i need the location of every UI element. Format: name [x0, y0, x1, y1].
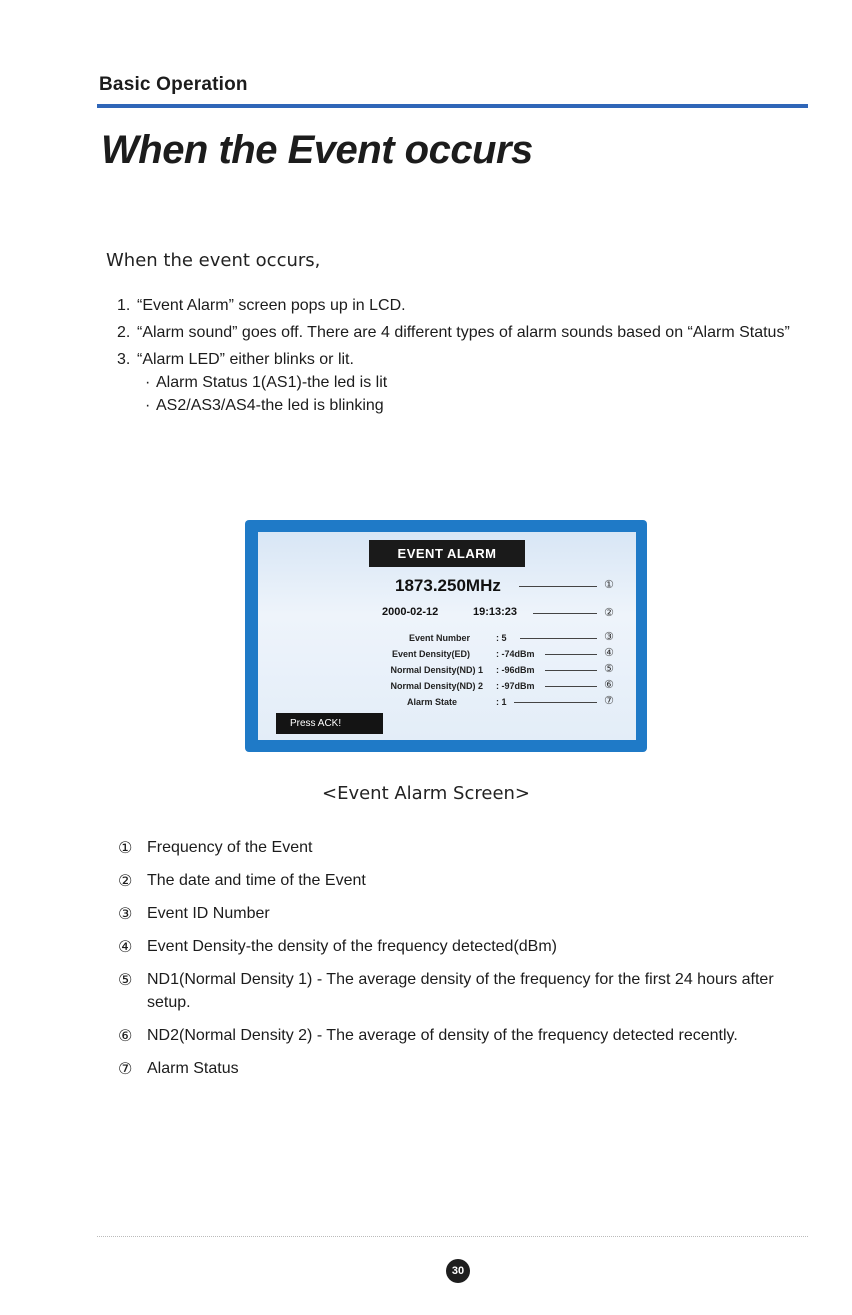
callout-marker: ④ [604, 646, 614, 659]
legend-marker: ⑤ [118, 970, 133, 989]
callout-line [545, 686, 597, 687]
lcd-row-value: : -74dBm [496, 649, 535, 659]
legend-marker: ④ [118, 937, 133, 956]
callout-line [545, 654, 597, 655]
sub-item-text: AS2/AS3/AS4-the led is blinking [156, 397, 384, 414]
callout-line [520, 638, 597, 639]
sub-list [145, 371, 807, 417]
bullet-icon: · [145, 397, 151, 414]
legend-text: ND1(Normal Density 1) - The average density of the frequency for the first 24 hours after setup. [147, 971, 774, 1011]
lcd-row-value: : 1 [496, 697, 507, 707]
step-text: “Alarm sound” goes off. There are 4 different types of alarm sounds based on “Alarm Status” [137, 324, 790, 341]
callout-marker: ⑤ [604, 662, 614, 675]
legend-item [118, 968, 808, 1014]
step-item [117, 321, 807, 344]
legend-marker: ① [118, 838, 133, 857]
lcd-header: EVENT ALARM [369, 540, 525, 567]
step-number: 2. [117, 324, 131, 341]
legend-item [118, 869, 808, 892]
legend-text: Frequency of the Event [147, 839, 313, 856]
bullet-icon: · [145, 374, 151, 391]
step-number: 3. [117, 351, 131, 368]
callout-line [545, 670, 597, 671]
lcd-date: 2000-02-12 [382, 606, 439, 618]
legend-marker: ⑦ [118, 1059, 133, 1078]
legend-item [118, 1057, 808, 1080]
legend-text: Event ID Number [147, 905, 270, 922]
callout-marker: ② [604, 606, 614, 619]
sub-item [145, 371, 807, 394]
page-number: 30 [446, 1259, 470, 1283]
step-text: “Alarm LED” either blinks or lit. [137, 351, 354, 368]
legend-marker: ⑥ [118, 1026, 133, 1045]
lcd-row-label: Normal Density(ND) 1 [390, 665, 483, 675]
legend-item [118, 1024, 808, 1047]
sub-item-text: Alarm Status 1(AS1)-the led is lit [156, 374, 388, 391]
legend-item [118, 902, 808, 925]
callout-line [514, 702, 597, 703]
legend-item [118, 836, 808, 859]
lcd-row-label: Event Density(ED) [391, 649, 470, 659]
callout-marker: ③ [604, 630, 614, 643]
page-title: When the Event occurs [101, 128, 533, 172]
lcd-row-value: : -96dBm [496, 665, 535, 675]
lcd-row-value: : 5 [496, 633, 507, 643]
step-item [117, 348, 807, 371]
legend-text: The date and time of the Event [147, 872, 366, 889]
lcd-frequency: 1873.250MHz [395, 576, 501, 595]
legend-marker: ③ [118, 904, 133, 923]
callout-line [519, 586, 597, 587]
steps-list [117, 294, 807, 417]
callout-marker: ⑦ [604, 694, 614, 707]
section-label: Basic Operation [99, 74, 248, 95]
sub-item [145, 394, 807, 417]
lcd-time: 19:13:23 [473, 606, 518, 618]
lcd-row-value: : -97dBm [496, 681, 535, 691]
legend-text: ND2(Normal Density 2) - The average of density of the frequency detected recently. [147, 1027, 738, 1044]
footer-rule [97, 1236, 808, 1237]
legend-text: Event Density-the density of the frequency detected(dBm) [147, 938, 557, 955]
step-number: 1. [117, 297, 131, 314]
legend-list [118, 836, 808, 1090]
step-text: “Event Alarm” screen pops up in LCD. [137, 297, 406, 314]
lcd-row-label: Alarm State [406, 697, 457, 707]
legend-item [118, 935, 808, 958]
callout-marker: ① [604, 578, 614, 591]
legend-text: Alarm Status [147, 1060, 239, 1077]
press-ack-label: Press ACK! [276, 713, 383, 734]
intro-text: When the event occurs, [106, 250, 321, 271]
callout-marker: ⑥ [604, 678, 614, 691]
callout-line [533, 613, 597, 614]
lcd-row-label: Normal Density(ND) 2 [390, 681, 483, 691]
figure-caption: <Event Alarm Screen> [321, 783, 531, 804]
step-item [117, 294, 807, 317]
lcd-row-label: Event Number [408, 633, 470, 643]
header-rule [97, 104, 808, 108]
legend-marker: ② [118, 871, 133, 890]
